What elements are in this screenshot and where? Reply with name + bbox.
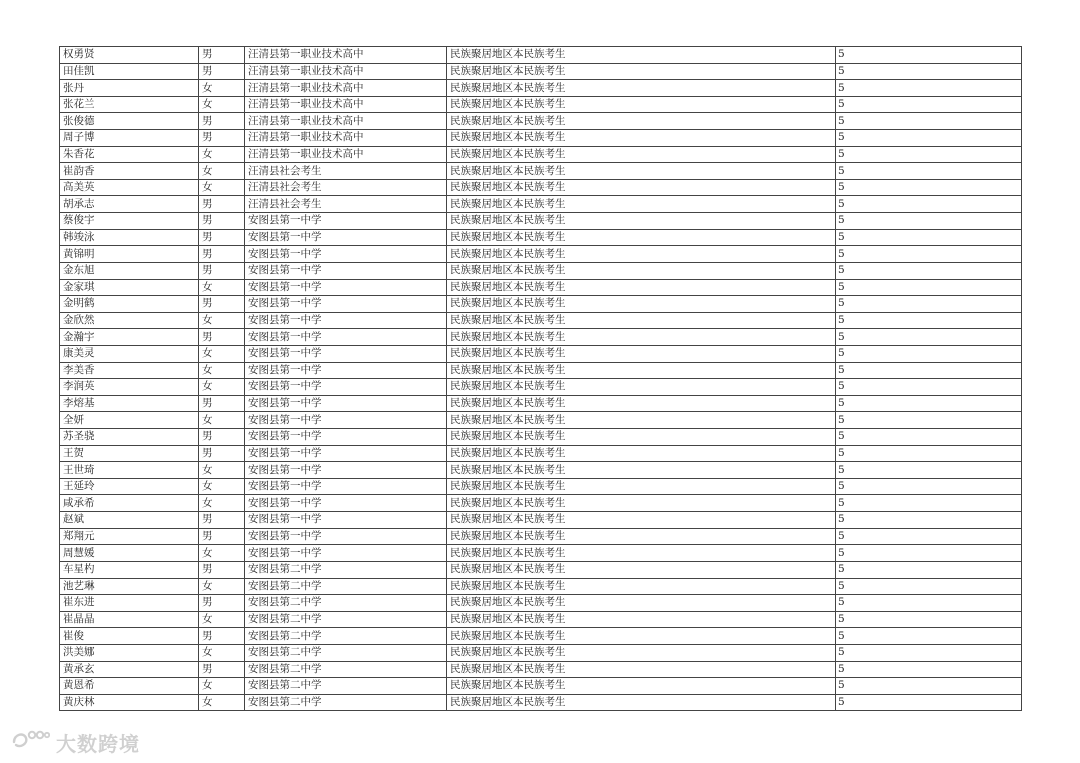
table-row [60, 412, 1022, 429]
score-cell: 5 [836, 445, 1022, 462]
table-row [60, 196, 1022, 213]
gender-cell: 男 [199, 329, 245, 346]
category-cell: 民族聚居地区本民族考生 [447, 595, 836, 612]
gender-cell: 男 [199, 429, 245, 446]
gender-cell: 女 [199, 478, 245, 495]
gender-cell: 女 [199, 545, 245, 562]
table-row [60, 80, 1022, 97]
school-cell: 汪清县第一职业技术高中 [245, 130, 447, 147]
category-cell: 民族聚居地区本民族考生 [447, 329, 836, 346]
gender-cell: 男 [199, 628, 245, 645]
table-row [60, 478, 1022, 495]
school-cell: 安图县第二中学 [245, 628, 447, 645]
name-cell: 韩竣泳 [60, 229, 199, 246]
category-cell: 民族聚居地区本民族考生 [447, 478, 836, 495]
score-cell: 5 [836, 179, 1022, 196]
score-cell: 5 [836, 528, 1022, 545]
category-cell: 民族聚居地区本民族考生 [447, 80, 836, 97]
score-cell: 5 [836, 595, 1022, 612]
table-row [60, 96, 1022, 113]
table-row [60, 312, 1022, 329]
category-cell: 民族聚居地区本民族考生 [447, 694, 836, 711]
table-row [60, 611, 1022, 628]
score-cell: 5 [836, 512, 1022, 529]
score-cell: 5 [836, 661, 1022, 678]
school-cell: 安图县第一中学 [245, 545, 447, 562]
school-cell: 安图县第一中学 [245, 296, 447, 313]
school-cell: 安图县第一中学 [245, 246, 447, 263]
table-row [60, 561, 1022, 578]
school-cell: 汪清县第一职业技术高中 [245, 113, 447, 130]
school-cell: 安图县第一中学 [245, 213, 447, 230]
school-cell: 安图县第一中学 [245, 312, 447, 329]
school-cell: 安图县第二中学 [245, 644, 447, 661]
gender-cell: 男 [199, 445, 245, 462]
name-cell: 咸承希 [60, 495, 199, 512]
name-cell: 张丹 [60, 80, 199, 97]
table-row [60, 63, 1022, 80]
category-cell: 民族聚居地区本民族考生 [447, 495, 836, 512]
table-row [60, 345, 1022, 362]
table-row [60, 395, 1022, 412]
name-cell: 田佳凯 [60, 63, 199, 80]
gender-cell: 男 [199, 561, 245, 578]
table-row [60, 445, 1022, 462]
category-cell: 民族聚居地区本民族考生 [447, 130, 836, 147]
table-row [60, 47, 1022, 64]
school-cell: 汪清县社会考生 [245, 163, 447, 180]
category-cell: 民族聚居地区本民族考生 [447, 246, 836, 263]
name-cell: 黄恩希 [60, 678, 199, 695]
score-cell: 5 [836, 462, 1022, 479]
score-cell: 5 [836, 63, 1022, 80]
table-row [60, 694, 1022, 711]
table-row [60, 678, 1022, 695]
table-row [60, 179, 1022, 196]
category-cell: 民族聚居地区本民族考生 [447, 213, 836, 230]
category-cell: 民族聚居地区本民族考生 [447, 661, 836, 678]
category-cell: 民族聚居地区本民族考生 [447, 644, 836, 661]
category-cell: 民族聚居地区本民族考生 [447, 196, 836, 213]
name-cell: 张花兰 [60, 96, 199, 113]
school-cell: 安图县第一中学 [245, 445, 447, 462]
score-cell: 5 [836, 146, 1022, 163]
category-cell: 民族聚居地区本民族考生 [447, 362, 836, 379]
category-cell: 民族聚居地区本民族考生 [447, 296, 836, 313]
category-cell: 民族聚居地区本民族考生 [447, 279, 836, 296]
school-cell: 安图县第一中学 [245, 262, 447, 279]
gender-cell: 女 [199, 146, 245, 163]
school-cell: 安图县第一中学 [245, 362, 447, 379]
school-cell: 安图县第二中学 [245, 694, 447, 711]
name-cell: 李熔基 [60, 395, 199, 412]
name-cell: 金瀚宇 [60, 329, 199, 346]
category-cell: 民族聚居地区本民族考生 [447, 163, 836, 180]
name-cell: 金东旭 [60, 262, 199, 279]
table-row [60, 661, 1022, 678]
name-cell: 黄庆林 [60, 694, 199, 711]
category-cell: 民族聚居地区本民族考生 [447, 678, 836, 695]
name-cell: 赵斌 [60, 512, 199, 529]
school-cell: 安图县第一中学 [245, 478, 447, 495]
gender-cell: 男 [199, 595, 245, 612]
gender-cell: 男 [199, 512, 245, 529]
gender-cell: 男 [199, 130, 245, 147]
table-row [60, 528, 1022, 545]
gender-cell: 女 [199, 279, 245, 296]
table-row [60, 213, 1022, 230]
gender-cell: 女 [199, 96, 245, 113]
category-cell: 民族聚居地区本民族考生 [447, 395, 836, 412]
category-cell: 民族聚居地区本民族考生 [447, 146, 836, 163]
category-cell: 民族聚居地区本民族考生 [447, 312, 836, 329]
table-row [60, 279, 1022, 296]
category-cell: 民族聚居地区本民族考生 [447, 628, 836, 645]
school-cell: 安图县第一中学 [245, 229, 447, 246]
gender-cell: 女 [199, 80, 245, 97]
gender-cell: 女 [199, 379, 245, 396]
name-cell: 黄承玄 [60, 661, 199, 678]
gender-cell: 女 [199, 678, 245, 695]
roster-table [59, 46, 1022, 711]
school-cell: 安图县第一中学 [245, 329, 447, 346]
gender-cell: 女 [199, 312, 245, 329]
category-cell: 民族聚居地区本民族考生 [447, 429, 836, 446]
name-cell: 王贺 [60, 445, 199, 462]
gender-cell: 男 [199, 296, 245, 313]
category-cell: 民族聚居地区本民族考生 [447, 578, 836, 595]
gender-cell: 男 [199, 63, 245, 80]
category-cell: 民族聚居地区本民族考生 [447, 63, 836, 80]
score-cell: 5 [836, 379, 1022, 396]
name-cell: 苏圣骁 [60, 429, 199, 446]
table-row [60, 296, 1022, 313]
gender-cell: 女 [199, 345, 245, 362]
school-cell: 安图县第一中学 [245, 528, 447, 545]
table-row [60, 379, 1022, 396]
score-cell: 5 [836, 130, 1022, 147]
table-row [60, 512, 1022, 529]
score-cell: 5 [836, 80, 1022, 97]
name-cell: 权勇贤 [60, 47, 199, 64]
name-cell: 周慧媛 [60, 545, 199, 562]
name-cell: 郑翔元 [60, 528, 199, 545]
name-cell: 金欣然 [60, 312, 199, 329]
score-cell: 5 [836, 262, 1022, 279]
logo-icon [10, 728, 50, 756]
gender-cell: 男 [199, 262, 245, 279]
table-row [60, 113, 1022, 130]
gender-cell: 男 [199, 661, 245, 678]
category-cell: 民族聚居地区本民族考生 [447, 229, 836, 246]
name-cell: 康美灵 [60, 345, 199, 362]
category-cell: 民族聚居地区本民族考生 [447, 412, 836, 429]
category-cell: 民族聚居地区本民族考生 [447, 113, 836, 130]
score-cell: 5 [836, 561, 1022, 578]
gender-cell: 男 [199, 395, 245, 412]
score-cell: 5 [836, 279, 1022, 296]
school-cell: 安图县第二中学 [245, 661, 447, 678]
school-cell: 汪清县社会考生 [245, 179, 447, 196]
gender-cell: 男 [199, 113, 245, 130]
table-row [60, 246, 1022, 263]
table-row [60, 578, 1022, 595]
school-cell: 安图县第一中学 [245, 512, 447, 529]
score-cell: 5 [836, 329, 1022, 346]
school-cell: 安图县第一中学 [245, 395, 447, 412]
name-cell: 崔东进 [60, 595, 199, 612]
name-cell: 洪美娜 [60, 644, 199, 661]
score-cell: 5 [836, 678, 1022, 695]
category-cell: 民族聚居地区本民族考生 [447, 528, 836, 545]
school-cell: 安图县第一中学 [245, 462, 447, 479]
score-cell: 5 [836, 296, 1022, 313]
score-cell: 5 [836, 694, 1022, 711]
school-cell: 汪清县第一职业技术高中 [245, 146, 447, 163]
gender-cell: 男 [199, 213, 245, 230]
name-cell: 崔韵香 [60, 163, 199, 180]
watermark-text: 大数跨境 [56, 731, 140, 756]
school-cell: 安图县第一中学 [245, 279, 447, 296]
gender-cell: 男 [199, 196, 245, 213]
name-cell: 黄锦明 [60, 246, 199, 263]
gender-cell: 女 [199, 362, 245, 379]
school-cell: 安图县第二中学 [245, 678, 447, 695]
school-cell: 汪清县第一职业技术高中 [245, 63, 447, 80]
table-body [60, 47, 1022, 711]
gender-cell: 男 [199, 229, 245, 246]
gender-cell: 男 [199, 528, 245, 545]
name-cell: 全妍 [60, 412, 199, 429]
school-cell: 安图县第二中学 [245, 561, 447, 578]
category-cell: 民族聚居地区本民族考生 [447, 561, 836, 578]
category-cell: 民族聚居地区本民族考生 [447, 611, 836, 628]
gender-cell: 女 [199, 179, 245, 196]
gender-cell: 女 [199, 462, 245, 479]
score-cell: 5 [836, 213, 1022, 230]
category-cell: 民族聚居地区本民族考生 [447, 545, 836, 562]
table-row [60, 429, 1022, 446]
score-cell: 5 [836, 246, 1022, 263]
category-cell: 民族聚居地区本民族考生 [447, 345, 836, 362]
category-cell: 民族聚居地区本民族考生 [447, 379, 836, 396]
table-row [60, 329, 1022, 346]
score-cell: 5 [836, 196, 1022, 213]
table-row [60, 229, 1022, 246]
score-cell: 5 [836, 644, 1022, 661]
category-cell: 民族聚居地区本民族考生 [447, 96, 836, 113]
category-cell: 民族聚居地区本民族考生 [447, 462, 836, 479]
name-cell: 王世琦 [60, 462, 199, 479]
category-cell: 民族聚居地区本民族考生 [447, 47, 836, 64]
name-cell: 崔晶晶 [60, 611, 199, 628]
gender-cell: 女 [199, 611, 245, 628]
name-cell: 周子博 [60, 130, 199, 147]
gender-cell: 女 [199, 495, 245, 512]
gender-cell: 男 [199, 246, 245, 263]
category-cell: 民族聚居地区本民族考生 [447, 445, 836, 462]
table-row [60, 163, 1022, 180]
category-cell: 民族聚居地区本民族考生 [447, 179, 836, 196]
school-cell: 安图县第二中学 [245, 611, 447, 628]
score-cell: 5 [836, 96, 1022, 113]
school-cell: 汪清县社会考生 [245, 196, 447, 213]
watermark [10, 728, 140, 756]
score-cell: 5 [836, 412, 1022, 429]
school-cell: 汪清县第一职业技术高中 [245, 80, 447, 97]
score-cell: 5 [836, 163, 1022, 180]
table-row [60, 595, 1022, 612]
school-cell: 安图县第一中学 [245, 429, 447, 446]
score-cell: 5 [836, 495, 1022, 512]
school-cell: 汪清县第一职业技术高中 [245, 96, 447, 113]
name-cell: 胡承志 [60, 196, 199, 213]
gender-cell: 男 [199, 47, 245, 64]
score-cell: 5 [836, 545, 1022, 562]
gender-cell: 女 [199, 412, 245, 429]
score-cell: 5 [836, 578, 1022, 595]
name-cell: 蔡俊宇 [60, 213, 199, 230]
score-cell: 5 [836, 113, 1022, 130]
table-row [60, 628, 1022, 645]
name-cell: 车星杓 [60, 561, 199, 578]
table-row [60, 262, 1022, 279]
school-cell: 安图县第一中学 [245, 379, 447, 396]
category-cell: 民族聚居地区本民族考生 [447, 262, 836, 279]
name-cell: 高美英 [60, 179, 199, 196]
table-row [60, 362, 1022, 379]
score-cell: 5 [836, 312, 1022, 329]
table-row [60, 462, 1022, 479]
name-cell: 王延玲 [60, 478, 199, 495]
score-cell: 5 [836, 628, 1022, 645]
school-cell: 安图县第一中学 [245, 412, 447, 429]
score-cell: 5 [836, 47, 1022, 64]
school-cell: 安图县第二中学 [245, 595, 447, 612]
score-cell: 5 [836, 611, 1022, 628]
score-cell: 5 [836, 362, 1022, 379]
table-row [60, 644, 1022, 661]
name-cell: 李美香 [60, 362, 199, 379]
name-cell: 池艺琳 [60, 578, 199, 595]
gender-cell: 女 [199, 163, 245, 180]
gender-cell: 女 [199, 694, 245, 711]
score-cell: 5 [836, 478, 1022, 495]
score-cell: 5 [836, 345, 1022, 362]
table-row [60, 495, 1022, 512]
gender-cell: 女 [199, 578, 245, 595]
school-cell: 安图县第二中学 [245, 578, 447, 595]
name-cell: 张俊德 [60, 113, 199, 130]
name-cell: 金家琪 [60, 279, 199, 296]
gender-cell: 女 [199, 644, 245, 661]
table-row [60, 130, 1022, 147]
name-cell: 朱香花 [60, 146, 199, 163]
name-cell: 金明鹤 [60, 296, 199, 313]
category-cell: 民族聚居地区本民族考生 [447, 512, 836, 529]
school-cell: 汪清县第一职业技术高中 [245, 47, 447, 64]
score-cell: 5 [836, 395, 1022, 412]
school-cell: 安图县第一中学 [245, 495, 447, 512]
name-cell: 崔俊 [60, 628, 199, 645]
table-row [60, 545, 1022, 562]
name-cell: 李润英 [60, 379, 199, 396]
table-row [60, 146, 1022, 163]
score-cell: 5 [836, 229, 1022, 246]
score-cell: 5 [836, 429, 1022, 446]
school-cell: 安图县第一中学 [245, 345, 447, 362]
